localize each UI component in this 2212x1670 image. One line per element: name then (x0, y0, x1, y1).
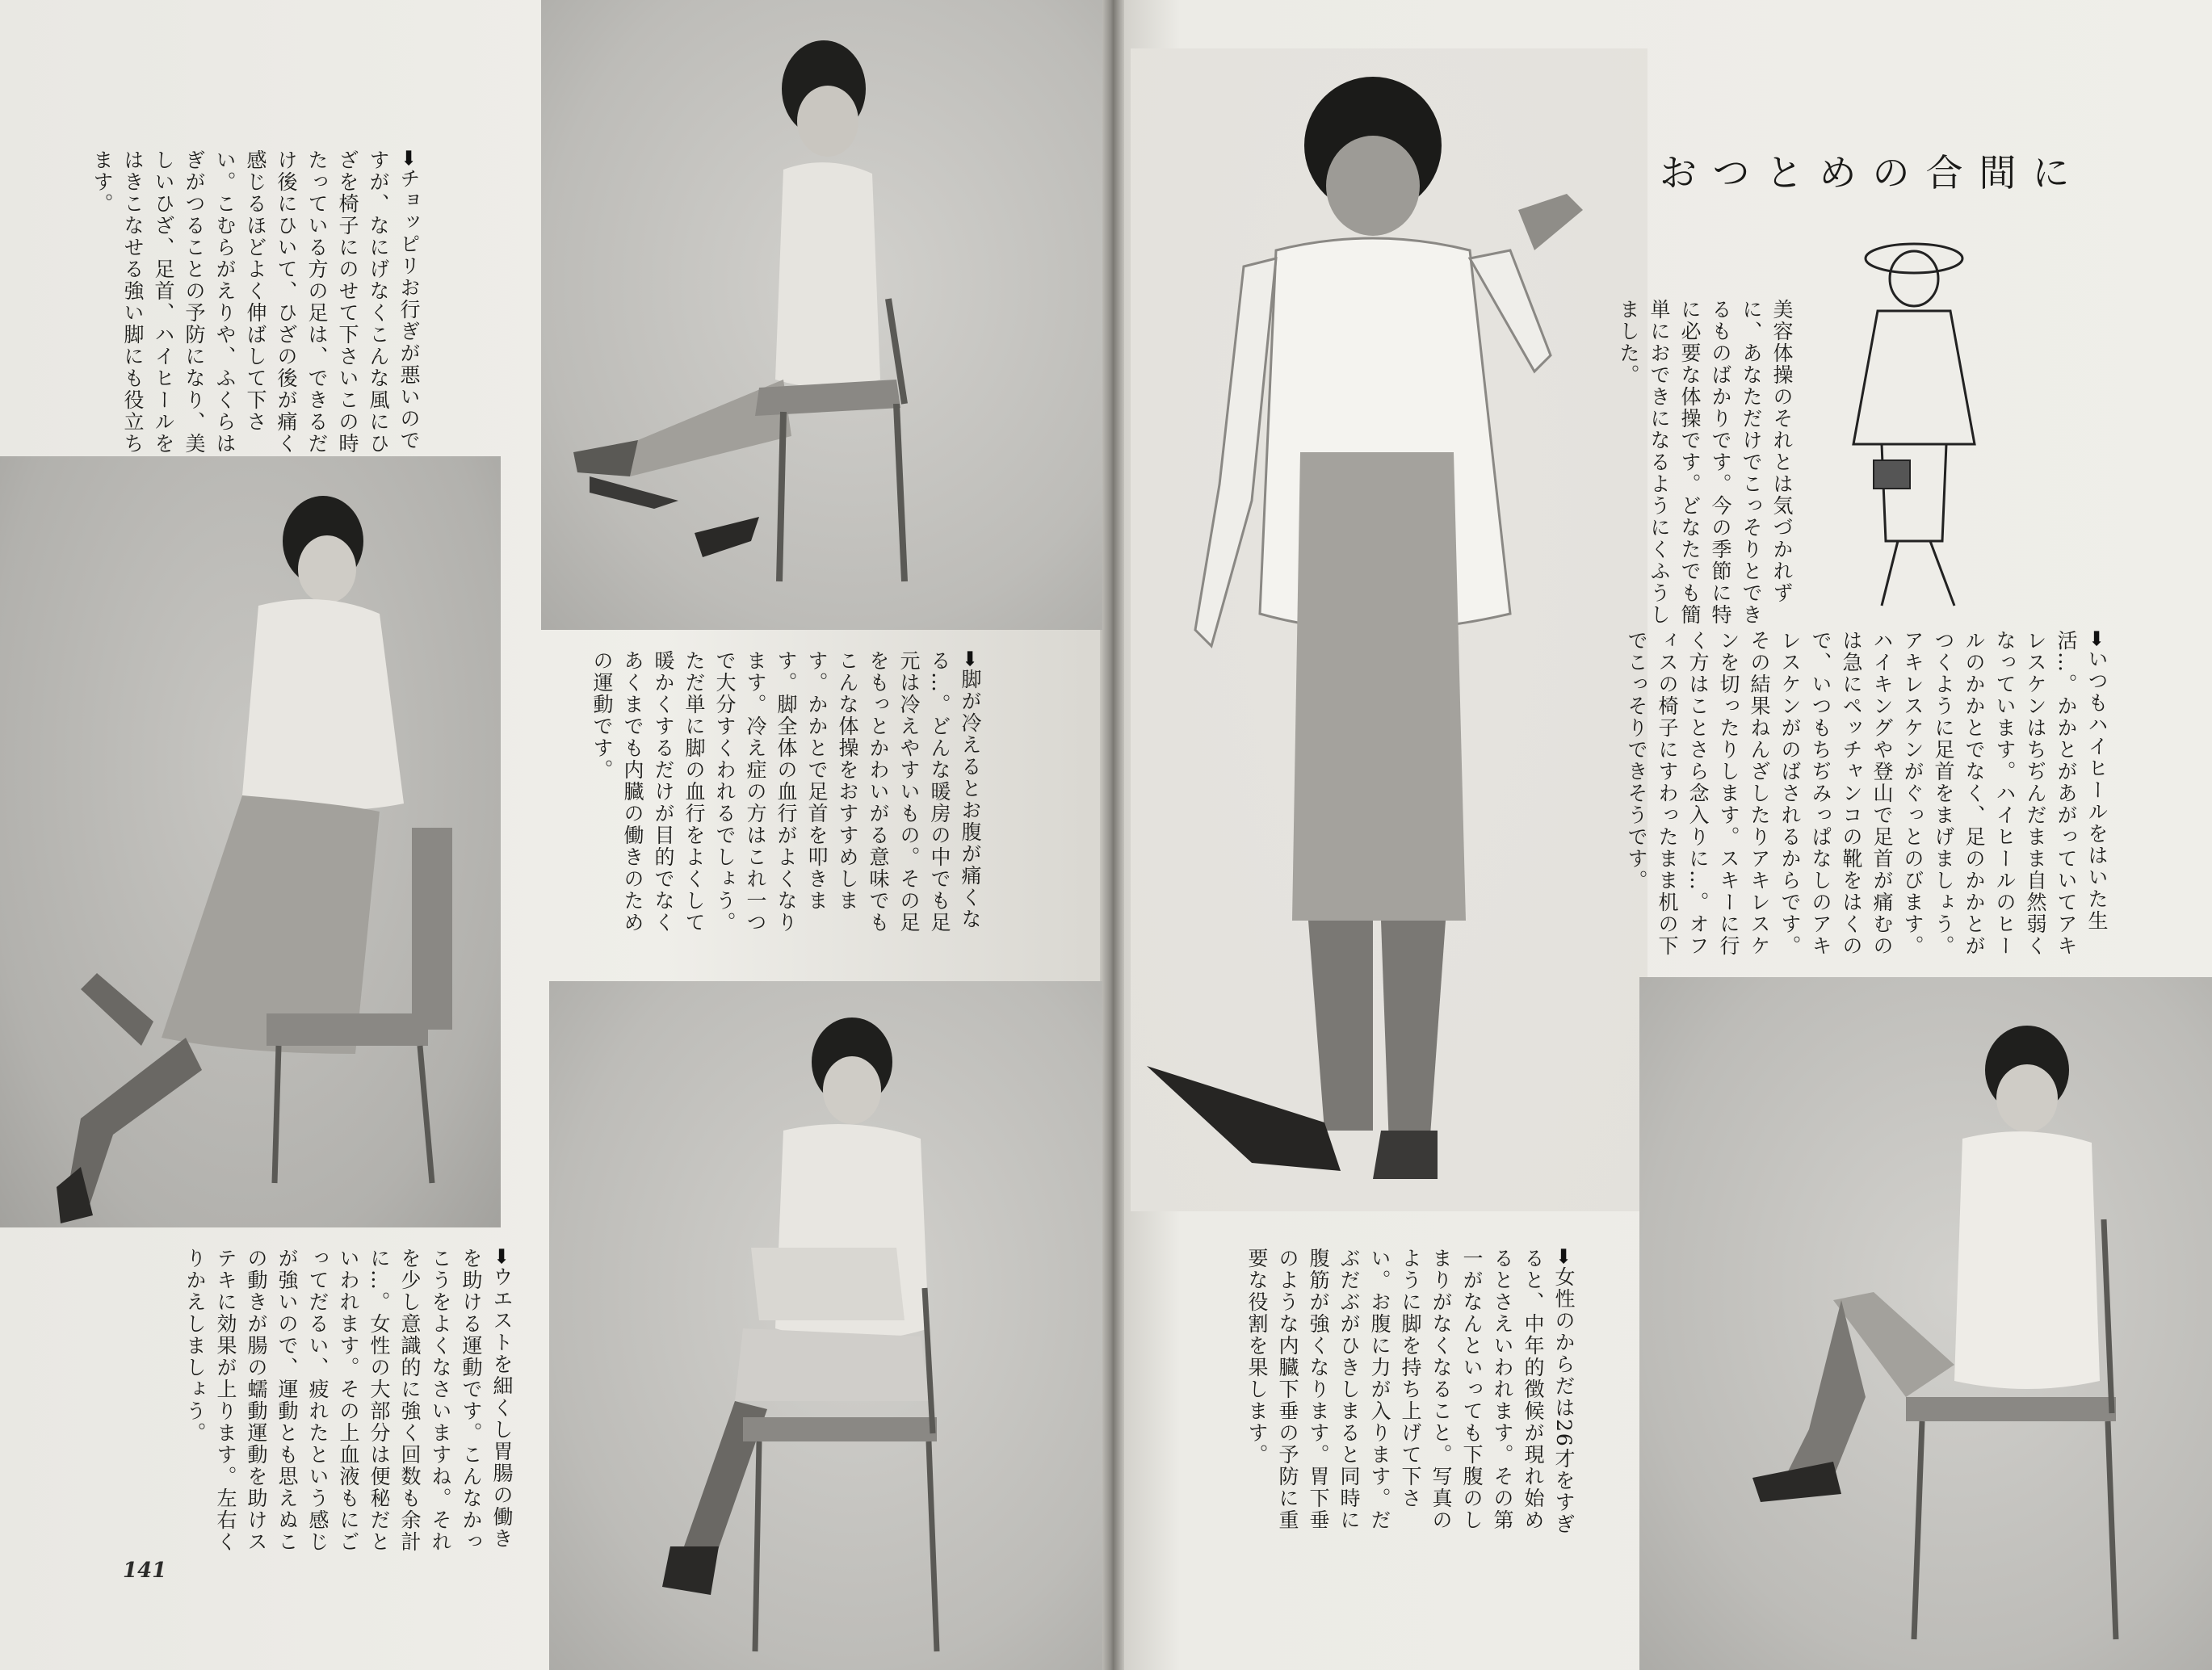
text-chopiri (69, 149, 424, 468)
photo-woman-sitting-leg-stretch (541, 0, 1102, 630)
text-highheel (1563, 630, 2112, 969)
body-text-ashi-hieru: 脚が冷えるとお腹が痛くなる…。どんな暖房の中でも足元は冷えやすいもの。その足をもっとかわいがる意味でもこんな体操をおすすめします。かかとで足首を叩きます。脚全体の血行がよくなります。冷え症の方はこれ一つで大分すくわれるでしょう。ただ単に脚の血行をよくして暖かくするだけが目的でなくあくまでも内臓の働きのための運動です。 (590, 650, 982, 934)
text-ashi-hieru (549, 650, 985, 945)
arrow-icon: ➡ (2085, 630, 2109, 648)
figure-illustration (1639, 977, 2212, 1670)
text-waist (113, 1248, 517, 1567)
photo-woman-knee-on-chair (0, 456, 501, 1227)
arrow-icon: ➡ (959, 650, 982, 669)
arrow-icon: ➡ (1552, 1248, 1576, 1266)
photo-woman-twisting-on-chair (549, 981, 1102, 1670)
body-text-highheel: いつもハイヒールをはいた生活…。かかとがあがっていてアキレスケンはちぢんだまま自然弱くなっています。ハイヒールのヒールのかかとでなく、足のかかとがつくように足首をまげましょう。アキレスケンがぐっとのびます。ハイキングや登山で足首が痛むのは急にペッチャンコの靴をはくので、いつもちぢみっぱなしのアキレスケンがのばされるからです。その結果ねんざしたりアキレスケンを切ったりします。スキーに行く方はことさら念入りに…。オフィスの椅子にすわったまま机の下でこっそりできそうです。 (1625, 630, 2109, 957)
body-text-intro: 美容体操のそれとは気づかれずに、あなただけでこっそりとできるものばかりです。今の季節に特に必要な体操です。どなたでも簡単におできになるようにくふうしました。 (1617, 299, 1794, 626)
article-title: おつとめの合間に (1660, 151, 2086, 195)
arrow-icon: ➡ (490, 1248, 514, 1266)
figure-illustration (549, 981, 1102, 1670)
body-text-josei: 女性のからだは26才をすぎると、中年的徴候が現れ始めるとさえいわれます。その第一がなんといっても下腹のしまりがなくなること。写真のように脚を持ち上げて下さい。お腹に力が入ります。だぶだぶがひきしまると同時に腹筋が強くなります。胃下垂のような内臓下垂の予防に重要な役割を果します。 (1245, 1248, 1576, 1535)
page-gutter (1100, 0, 1124, 1670)
text-intro (1571, 299, 1797, 638)
photo-woman-leg-raised-on-chair (1639, 977, 2212, 1670)
body-text-waist: ウエストを細くし胃腸の働きを助ける運動です。こんなかっこうをよくなさいますね。それを少し意識的に強く回数も余計に…。女性の大部分は便秘だといわれます。その上血液もにごってだるい、疲れたという感じが強いので、運動とも思えぬこの動きが腸の蠕動運動を助けステキに効果が上ります。左右くりかえしましょう。 (183, 1248, 514, 1553)
arrow-icon: ➡ (397, 149, 421, 168)
sketch-woman-illustration (1833, 234, 1995, 622)
figure-illustration (0, 456, 501, 1227)
figure-illustration (541, 0, 1102, 630)
text-josei (1203, 1248, 1579, 1538)
body-text-chopiri: チョッピリお行ぎが悪いのですが、なにげなくこんな風にひざを椅子にのせて下さいこの時たっている方の足は、できるだけ後にひいて、ひざの後が痛く感じるほどよく伸ばして下さい。こむらがえりや、ふくらはぎがつることの予防になり、美しいひざ、足首、ハイヒールをはきこなせる強い脚にも役立ちます。 (90, 149, 421, 455)
page-number: 141 (123, 1559, 167, 1583)
